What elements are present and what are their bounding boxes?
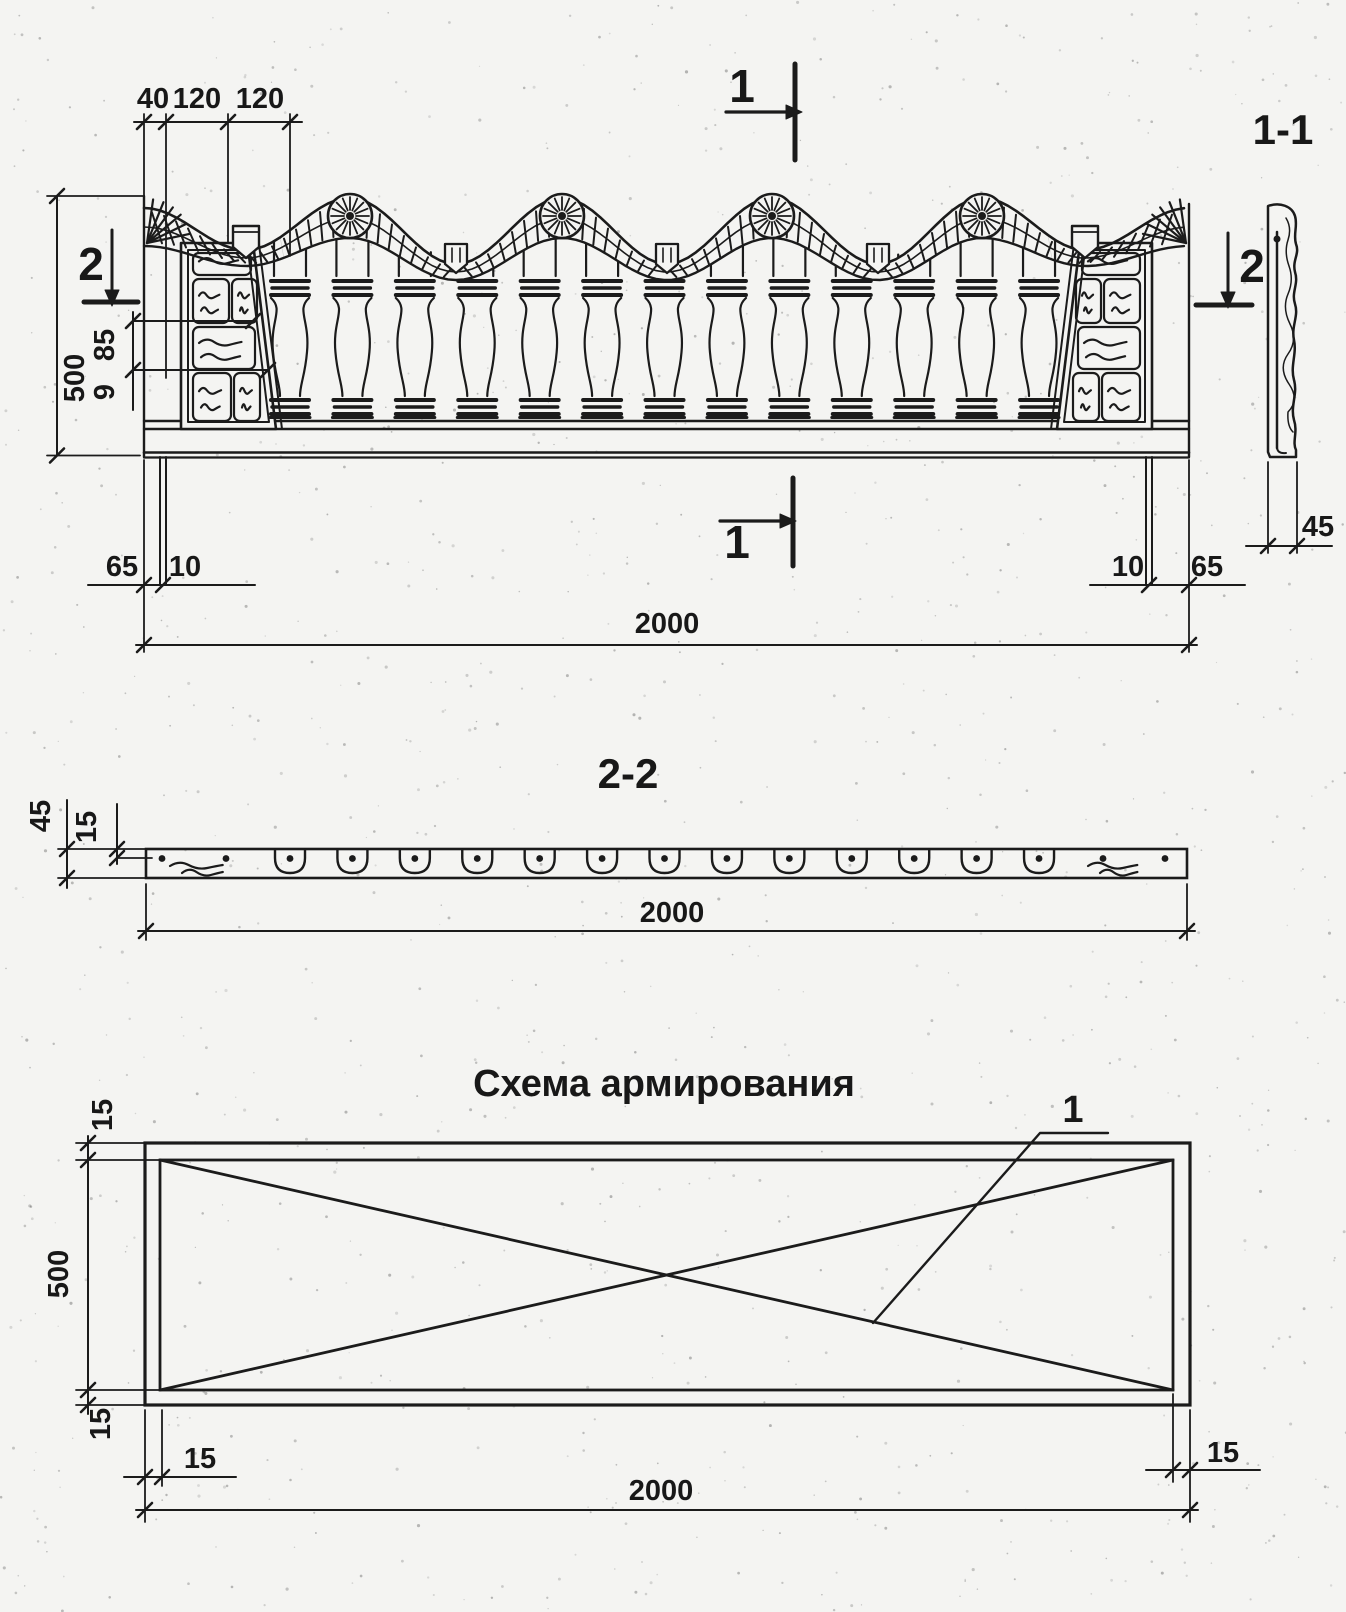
section-1-1-view xyxy=(1246,106,1334,553)
cut-mark-2-right: 2 xyxy=(1239,240,1265,292)
dim-10-left: 10 xyxy=(168,551,202,583)
dim-10-right: 10 xyxy=(1111,551,1145,583)
dim-15-reinf-right: 15 xyxy=(1206,1437,1240,1469)
reinforcement-mesh xyxy=(145,1133,1190,1405)
section-2-2-strip xyxy=(146,849,1187,878)
dim-45-section-1-1: 45 xyxy=(1301,511,1335,543)
dim-9: 9 xyxy=(89,383,121,401)
dim-15-reinf-top: 15 xyxy=(87,1098,119,1132)
reinforcement-title: Схема армирования xyxy=(473,1063,855,1105)
dim-500-elevation: 500 xyxy=(59,353,91,403)
dim-15-reinf-bottom: 15 xyxy=(85,1407,117,1441)
dim-65-left: 65 xyxy=(105,551,139,583)
reinforcement-dimensions xyxy=(76,1136,1260,1522)
dim-85: 85 xyxy=(89,328,121,362)
dim-2000-reinf: 2000 xyxy=(628,1475,694,1507)
dim-15-section-2-2: 15 xyxy=(71,810,103,844)
dim-40: 40 xyxy=(136,83,170,115)
dim-120-b: 120 xyxy=(235,83,285,115)
dim-2000-section-2-2: 2000 xyxy=(639,897,705,929)
section-2-2-view xyxy=(25,750,1195,940)
section-2-2-label: 2-2 xyxy=(597,750,659,797)
dim-2000-elevation: 2000 xyxy=(634,608,700,640)
section-1-1-label: 1-1 xyxy=(1252,106,1314,153)
elevation-view xyxy=(47,60,1265,652)
section-2-2-dimensions xyxy=(58,800,1195,940)
dim-65-right: 65 xyxy=(1190,551,1224,583)
dim-15-reinf-left: 15 xyxy=(183,1443,217,1475)
section-1-1-profile xyxy=(1268,204,1297,457)
reinforcement-scheme-view xyxy=(43,1063,1260,1522)
cut-mark-1-bottom: 1 xyxy=(724,516,750,568)
rebar-callout-1: 1 xyxy=(1062,1089,1084,1131)
cut-mark-2-left: 2 xyxy=(78,238,104,290)
cut-mark-1-top: 1 xyxy=(729,60,755,112)
dim-45-section-2-2: 45 xyxy=(25,799,57,833)
dim-500-reinf: 500 xyxy=(43,1249,75,1299)
dim-120-a: 120 xyxy=(172,83,222,115)
